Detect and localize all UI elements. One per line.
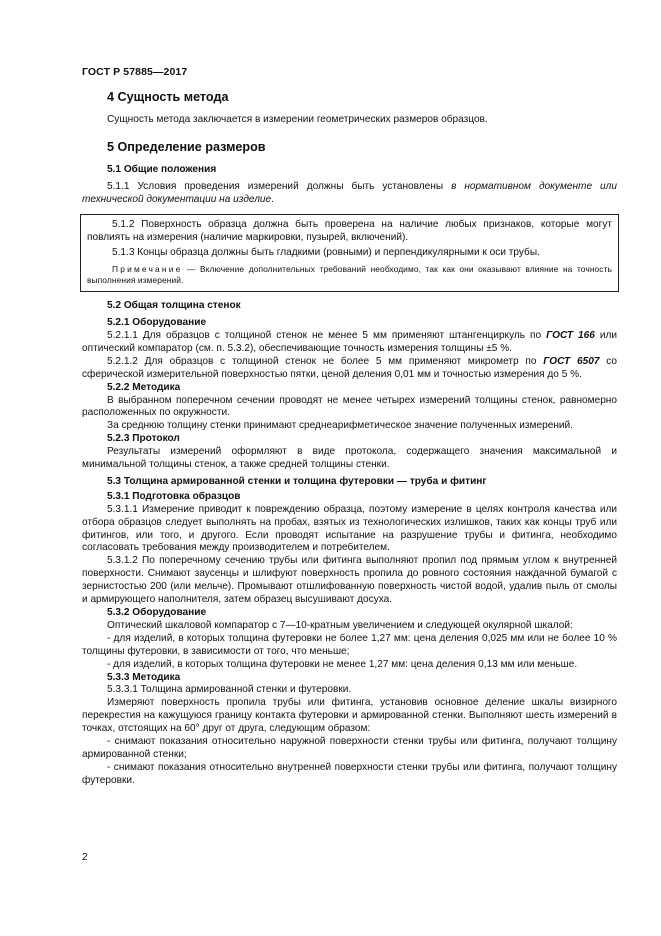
section-5-heading: 5 Определение размеров [107, 139, 266, 154]
section-5-2-2-heading: 5.2.2 Методика [107, 381, 181, 393]
paragraph-5-3-3-c: - снимают показания относительно внутренней поверхности стенки трубы или фитинга, получают толщину футеровки. [82, 761, 617, 786]
paragraph-5-2-1-2 [82, 356, 617, 382]
paragraph-5-2-1-1-text: 5.2.1.1 Для образцов с толщиной стенок не менее 5 мм применяют штангенциркуль по [107, 329, 547, 341]
section-5-2-1-heading: 5.2.1 Оборудование [107, 317, 207, 329]
amendment-box [80, 214, 619, 292]
paragraph-5-2-1-2-text: 5.2.1.2 Для образцов с толщиной стенок не более 5 мм применяют микрометр по [107, 355, 544, 367]
page-number: 2 [82, 852, 88, 863]
paragraph-5-1-1-text: 5.1.1 Условия проведения измерений должны быть установлены [107, 180, 452, 192]
page-content [82, 91, 617, 788]
note-label: Примечание [112, 264, 183, 275]
paragraph-5-3-3-1: 5.3.3.1 Толщина армированной стенки и футеровки. [107, 684, 352, 696]
section-5-2-3-heading: 5.2.3 Протокол [107, 433, 180, 445]
document-id: ГОСТ Р 57885—2017 [82, 66, 188, 78]
section-4-text: Сущность метода заключается в измерении геометрических размеров образцов. [107, 113, 488, 125]
paragraph-5-3-3-a: Измеряют поверхность пропила трубы или фитинга, установив основное деление шкалы визирного перекрестия на кажущуюся границу контакта футеровки и армированной стенки. Выполняют шесть измерений в точках, отстоящих на 60° друг от друга, следующим образом: [82, 697, 617, 735]
paragraph-5-2-1-1 [82, 330, 617, 356]
paragraph-5-1-1 [82, 181, 617, 207]
paragraph-5-1-2: 5.1.2 Поверхность образца должна быть проверена на наличие любых признаков, которые могут повлиять на измерения (наличие маркировки, пузырей, включений). [87, 219, 612, 244]
paragraph-5-2-1-2-text-end: со сферической измерительной поверхностью пятки, ценой деления 0,01 мм и точностью измерения до 5 %. [82, 355, 617, 380]
section-5-1-heading: 5.1 Общие положения [107, 163, 217, 175]
paragraph-5-3-2-a: Оптический шкаловой компаратор с 7—10-кратным увеличением и следующей окулярной шкалой: [107, 619, 573, 631]
paragraph-5-3-2-b: - для изделий, в которых толщина футеровки не более 1,27 мм: цена деления 0,025 мм или не более 10 % толщины футеровки, в зависимости от того, что меньше; [82, 632, 617, 657]
paragraph-5-2-2-b: За среднюю толщину стенки принимают среднеарифметическое значение полученных измерений. [107, 420, 573, 432]
paragraph-5-1-1-end: . [271, 193, 274, 205]
gost-6507-ref: ГОСТ 6507 [543, 355, 600, 367]
section-5-3-heading: 5.3 Толщина армированной стенки и толщина футеровки — труба и фитинг [107, 475, 487, 487]
paragraph-5-2-2-a: В выбранном поперечном сечении проводят не менее четырех измерений толщины стенок, равномерно расположенных по окружности. [82, 394, 617, 419]
note [87, 264, 612, 286]
section-4-heading: 4 Сущность метода [107, 90, 229, 104]
paragraph-5-1-1-italic: в нормативном документе или технической документации на изделие [82, 180, 617, 205]
section-5-3-1-heading: 5.3.1 Подготовка образцов [107, 490, 241, 502]
section-5-3-3-heading: 5.3.3 Методика [107, 671, 181, 683]
paragraph-5-2-1-1-text-end: или оптический компаратор (см. п. 5.3.2), обеспечивающие точность измерения толщины ±5 %. [82, 329, 617, 354]
gost-166-ref: ГОСТ 166 [546, 329, 595, 341]
paragraph-5-3-2-c: - для изделий, в которых толщина футеровки не менее 1,27 мм: цена деления 0,13 мм или меньше. [107, 658, 578, 670]
paragraph-5-3-3-b: - снимают показания относительно наружной поверхности стенки трубы или фитинга, получают толщину армированной стенки; [82, 736, 617, 760]
paragraph-5-3-1-2: 5.3.1.2 По поперечному сечению трубы или фитинга выполняют пропил под прямым углом к внутренней поверхности. Снимают заусенцы и шлифуют поверхность пропила до ровного состояния наждачной бумагой с зернистостью 200 (или мельче). Промывают отшлифованную поверхность чистой водой, удалив пыль от смолы и армирующего наполнителя, затем образец высушивают досуха. [82, 555, 617, 606]
section-5-2-heading: 5.2 Общая толщина стенок [107, 300, 241, 312]
paragraph-5-1-3: 5.1.3 Концы образца должны быть гладкими (ровными) и перпендикулярными к оси трубы. [112, 247, 540, 259]
section-5-3-2-heading: 5.3.2 Оборудование [107, 607, 207, 618]
note-text: — Включение дополнительных требований необходимо, так как они оказывают влияние на точность выполнения измерений. [87, 264, 612, 286]
paragraph-5-3-1-1: 5.3.1.1 Измерение приводит к повреждению образца, поэтому измерение в целях контроля качества или отбора образцов следует выполнять на пробах, взятых из технологических излишков, таких как концы труб или фитингов, или того, и другого. Если проводят испытание на разрушение трубы и фитинга, необходимо согласовать требования между производителем и потребителем. [82, 503, 617, 554]
paragraph-5-2-3: Результаты измерений оформляют в виде протокола, содержащего значения максимальной и минимальной толщины стенок, а также средней толщины стенки. [82, 446, 617, 471]
